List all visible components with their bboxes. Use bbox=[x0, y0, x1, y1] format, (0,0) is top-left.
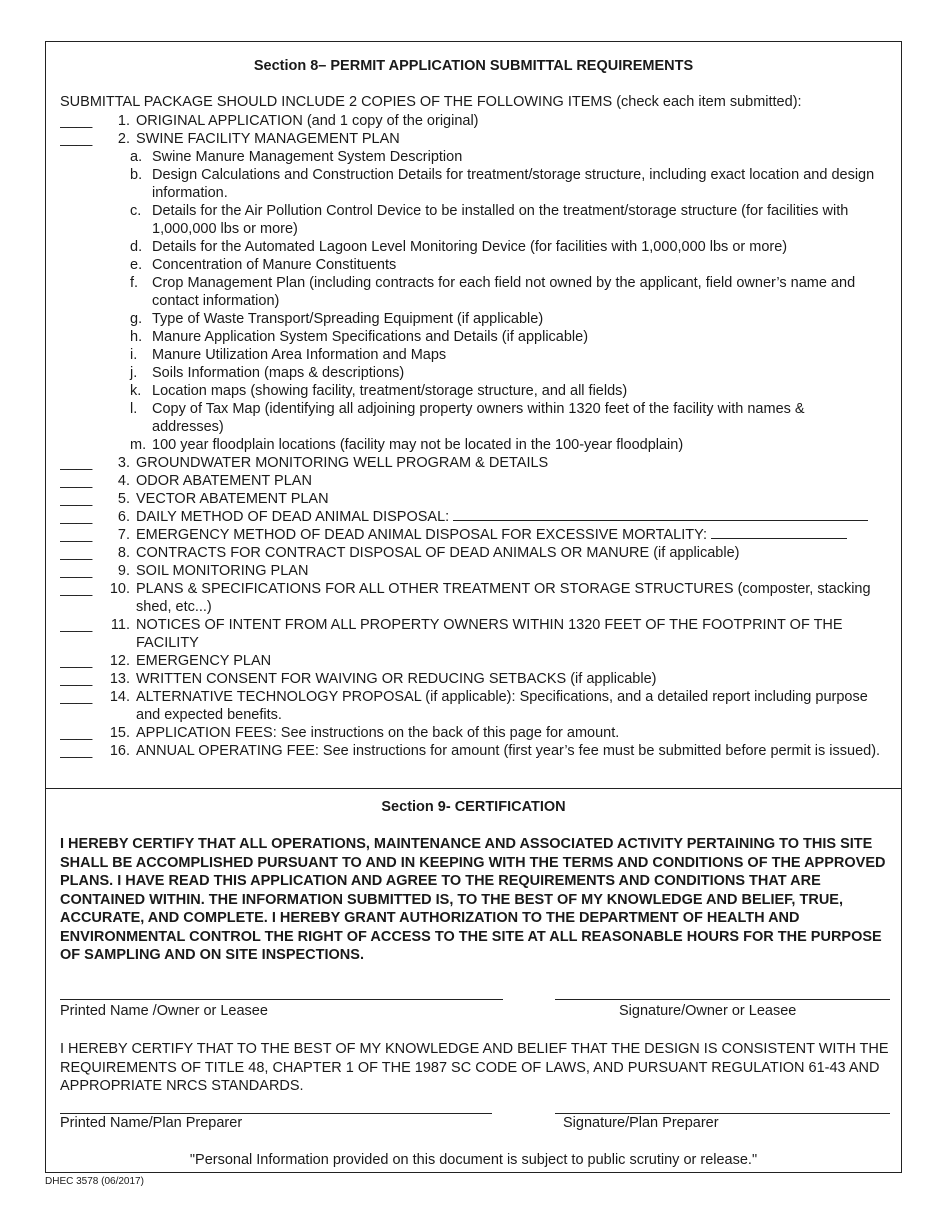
section-divider bbox=[46, 788, 901, 789]
requirement-item[interactable]: ____ 4. ODOR ABATEMENT PLAN bbox=[60, 473, 312, 489]
owner-name-label: Printed Name /Owner or Leasee bbox=[60, 1003, 268, 1019]
daily-disposal-field[interactable] bbox=[453, 508, 868, 521]
requirement-item[interactable]: ____ 15. APPLICATION FEES: See instructions on the back of this page for amount. bbox=[60, 725, 620, 741]
section-9-title: Section 9- CERTIFICATION bbox=[381, 799, 566, 815]
preparer-name-label: Printed Name/Plan Preparer bbox=[60, 1115, 243, 1131]
requirement-item[interactable]: ____ 5. VECTOR ABATEMENT PLAN bbox=[60, 491, 329, 507]
requirement-item[interactable]: ____ 16. ANNUAL OPERATING FEE: See instructions for amount (first year’s fee must be submitted before permit is issued). bbox=[60, 743, 881, 759]
requirements-list bbox=[60, 112, 890, 760]
preparer-name-line[interactable] bbox=[60, 1113, 492, 1114]
requirement-item[interactable]: ____ 14. ALTERNATIVE TECHNOLOGY PROPOSAL (if applicable): Specifications, and a detailed report including purpose and expected benefits. bbox=[60, 689, 868, 723]
requirement-item[interactable]: ____ 3. GROUNDWATER MONITORING WELL PROGRAM & DETAILS bbox=[60, 455, 549, 471]
sub-item: j. Soils Information (maps & descriptions) bbox=[130, 365, 405, 381]
requirement-item[interactable]: ____ 13. WRITTEN CONSENT FOR WAIVING OR REDUCING SETBACKS (if applicable) bbox=[60, 671, 657, 687]
sub-item: b. Design Calculations and Construction Details for treatment/storage structure, including exact location and design information. bbox=[130, 167, 875, 201]
sub-item: l. Copy of Tax Map (identifying all adjoining property owners within 1320 feet of the facility with names & addresses) bbox=[130, 401, 805, 435]
requirement-item[interactable]: ____ 1. ORIGINAL APPLICATION (and 1 copy of the original) bbox=[60, 113, 479, 129]
design-certification-statement: I HEREBY CERTIFY THAT TO THE BEST OF MY KNOWLEDGE AND BELIEF THAT THE DESIGN IS CONSISTENT WITH THE REQUIREMENTS OF TITLE 48, CHAPTER 1 OF THE 1987 SC CODE OF LAWS, AND PURSUANT REGULATION 61-43 AND APPROPRIATE NRCS STANDARDS. bbox=[60, 1041, 889, 1094]
requirement-item[interactable]: ____ 11. NOTICES OF INTENT FROM ALL PROPERTY OWNERS WITHIN 1320 FEET OF THE FOOTPRINT OF THE FACILITY bbox=[60, 617, 843, 651]
requirement-item[interactable]: ____ 2. SWINE FACILITY MANAGEMENT PLAN bbox=[60, 131, 400, 147]
sub-item: e. Concentration of Manure Constituents bbox=[130, 257, 397, 273]
requirement-item[interactable]: ____ 10. PLANS & SPECIFICATIONS FOR ALL OTHER TREATMENT OR STORAGE STRUCTURES (composter, stacking shed, etc...) bbox=[60, 581, 871, 615]
sub-item: k. Location maps (showing facility, treatment/storage structure, and all fields) bbox=[130, 383, 628, 399]
requirement-item[interactable]: ____ 9. SOIL MONITORING PLAN bbox=[60, 563, 309, 579]
sub-item: f. Crop Management Plan (including contracts for each field not owned by the applicant, field owner’s name and contact information) bbox=[130, 275, 856, 309]
preparer-signature-line[interactable] bbox=[555, 1113, 890, 1114]
owner-name-line[interactable] bbox=[60, 999, 503, 1000]
requirement-item[interactable]: ____ 8. CONTRACTS FOR CONTRACT DISPOSAL OF DEAD ANIMALS OR MANURE (if applicable) bbox=[60, 545, 740, 561]
preparer-signature-label: Signature/Plan Preparer bbox=[563, 1115, 719, 1131]
sub-item: h. Manure Application System Specifications and Details (if applicable) bbox=[130, 329, 589, 345]
requirement-item[interactable]: ____ 7. EMERGENCY METHOD OF DEAD ANIMAL DISPOSAL FOR EXCESSIVE MORTALITY: bbox=[60, 526, 890, 544]
privacy-disclaimer: "Personal Information provided on this document is subject to public scrutiny or release." bbox=[189, 1152, 758, 1168]
owner-signature-line[interactable] bbox=[555, 999, 890, 1000]
emergency-disposal-field[interactable] bbox=[711, 526, 847, 539]
section-8-title: Section 8– PERMIT APPLICATION SUBMITTAL REQUIREMENTS bbox=[253, 58, 694, 74]
certification-statement: I HEREBY CERTIFY THAT ALL OPERATIONS, MAINTENANCE AND ASSOCIATED ACTIVITY PERTAINING TO THIS SITE SHALL BE ACCOMPLISHED PURSUANT TO AND IN KEEPING WITH THE TERMS AND CONDITIONS OF THE APPROVED PLANS. I HAVE READ THIS APPLICATION AND AGREE TO THE REQUIREMENTS AND CONDITIONS THAT ARE CONTAINED WITHIN. THE INFORMATION SUBMITTED IS, TO THE BEST OF MY KNOWLEDGE AND BELIEF, TRUE, ACCURATE, AND COMPLETE. I HEREBY GRANT AUTHORIZATION TO THE DEPARTMENT OF HEALTH AND ENVIRONMENTAL CONTROL THE RIGHT OF ACCESS TO THE SITE AT ALL REASONABLE HOURS FOR THE PURPOSE OF SAMPLING AND ON SITE INSPECTIONS. bbox=[60, 836, 886, 963]
requirement-item[interactable]: ____ 12. EMERGENCY PLAN bbox=[60, 653, 272, 669]
sub-item: d. Details for the Automated Lagoon Level Monitoring Device (for facilities with 1,000,000 lbs or more) bbox=[130, 239, 788, 255]
sub-item: g. Type of Waste Transport/Spreading Equipment (if applicable) bbox=[130, 311, 544, 327]
sub-item: m. 100 year floodplain locations (facility may not be located in the 100-year floodplain) bbox=[130, 437, 684, 453]
submittal-intro: SUBMITTAL PACKAGE SHOULD INCLUDE 2 COPIES OF THE FOLLOWING ITEMS (check each item submitted): bbox=[60, 94, 802, 110]
form-frame bbox=[45, 41, 902, 1173]
form-id: DHEC 3578 (06/2017) bbox=[45, 1176, 144, 1187]
owner-signature-label: Signature/Owner or Leasee bbox=[619, 1003, 797, 1019]
sub-item: c. Details for the Air Pollution Control Device to be installed on the treatment/storage structure (for facilities with 1,000,000 lbs or more) bbox=[130, 203, 849, 237]
sub-item: a. Swine Manure Management System Description bbox=[130, 149, 463, 165]
sub-item: i. Manure Utilization Area Information and Maps bbox=[130, 347, 447, 363]
requirement-item[interactable]: ____ 6. DAILY METHOD OF DEAD ANIMAL DISPOSAL: bbox=[60, 508, 890, 526]
